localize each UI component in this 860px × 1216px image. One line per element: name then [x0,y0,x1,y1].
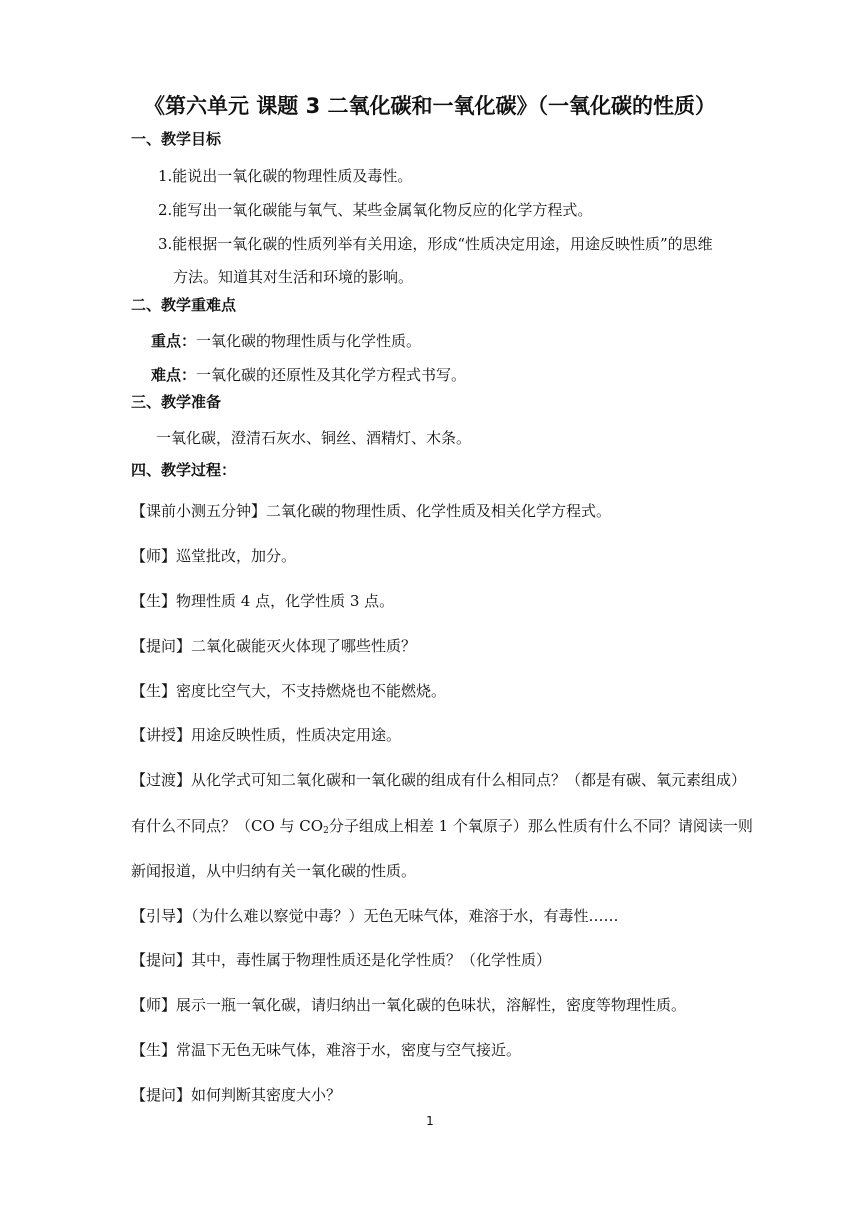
process-tag: 【生】 [131,592,177,610]
process-tag: 【课前小测五分钟】 [131,502,267,520]
process-line [131,860,416,881]
objective-2: 2.能写出一氧化碳能与氧气、某些金属氧化物反应的化学方程式。 [158,201,593,219]
key-point [151,330,421,351]
process-text: 有什么不同点？（CO 与 CO [131,817,324,835]
process-tag: 【生】 [131,682,177,700]
process-text: 展示一瓶一氧化碳，请归纳出一氧化碳的色味状，溶解性，密度等物理性质。 [176,996,687,1014]
process-line [131,1039,521,1060]
process-tag: 【引导】 [131,907,192,925]
difficult-point-text: 一氧化碳的还原性及其化学方程式书写。 [196,366,467,384]
process-line [131,769,746,790]
process-text: 其中，毒性属于物理性质还是化学性质？（化学性质） [191,951,552,969]
process-tag: 【过渡】 [131,771,192,789]
process-line [131,905,619,926]
process-text: 常温下无色无味气体，难溶于水，密度与空气接近。 [176,1041,522,1059]
section-heading-key-points: 二、教学重难点 [131,296,237,314]
process-text: 二氧化碳的物理性质、化学性质及相关化学方程式。 [266,502,612,520]
process-line [131,545,296,566]
difficult-point [151,364,466,385]
key-point-label: 重点： [151,332,197,350]
process-tag: 【提问】 [131,951,192,969]
preparation-text: 一氧化碳，澄清石灰水、铜丝、酒精灯、木条。 [156,429,472,447]
key-point-text: 一氧化碳的物理性质与化学性质。 [196,332,422,350]
process-text: （为什么难以察觉中毒？）无色无味气体，难溶于水，有毒性…… [191,907,619,925]
process-line [131,994,686,1015]
process-text: 二氧化碳能灭火体现了哪些性质？ [191,637,417,655]
process-text: 新闻报道，从中归纳有关一氧化碳的性质。 [131,862,417,880]
section-heading-process: 四、教学过程： [131,461,237,479]
objective-3-continued: 方法。知道其对生活和环境的影响。 [173,268,414,286]
objective-3: 3.能根据一氧化碳的性质列举有关用途，形成“性质决定用途，用途反映性质”的思维 [158,235,713,253]
difficult-point-label: 难点： [151,366,197,384]
process-tag: 【师】 [131,996,177,1014]
process-text: 分子组成上相差 1 个氧原子）那么性质有什么不同？请阅读一则 [328,817,753,835]
process-line [131,680,446,701]
process-tag: 【师】 [131,547,177,565]
process-text: 密度比空气大，不支持燃烧也不能燃烧。 [176,682,447,700]
page-number: 1 [426,1114,434,1128]
section-heading-preparation: 三、教学准备 [131,393,222,411]
process-line [131,1084,341,1105]
process-line [131,590,394,611]
process-tag: 【讲授】 [131,726,192,744]
process-text: 从化学式可知二氧化碳和一氧化碳的组成有什么相同点？（都是有碳、氧元素组成） [191,771,747,789]
process-text: 巡堂批改，加分。 [176,547,297,565]
process-tag: 【提问】 [131,1086,192,1104]
process-line [131,724,401,745]
process-line [131,949,551,970]
process-line [131,500,611,521]
subscript: 2 [323,826,329,836]
process-text: 如何判断其密度大小？ [191,1086,342,1104]
objective-1: 1.能说出一氧化碳的物理性质及毒性。 [158,167,413,185]
process-line [131,815,753,836]
section-heading-objectives: 一、教学目标 [131,130,222,148]
document-title: 《第六单元 课题 3 二氧化碳和一氧化碳》（一氧化碳的性质） [143,94,717,118]
process-text: 用途反映性质，性质决定用途。 [191,726,402,744]
process-text: 物理性质 4 点，化学性质 3 点。 [176,592,395,610]
process-line [131,635,416,656]
process-tag: 【提问】 [131,637,192,655]
process-tag: 【生】 [131,1041,177,1059]
